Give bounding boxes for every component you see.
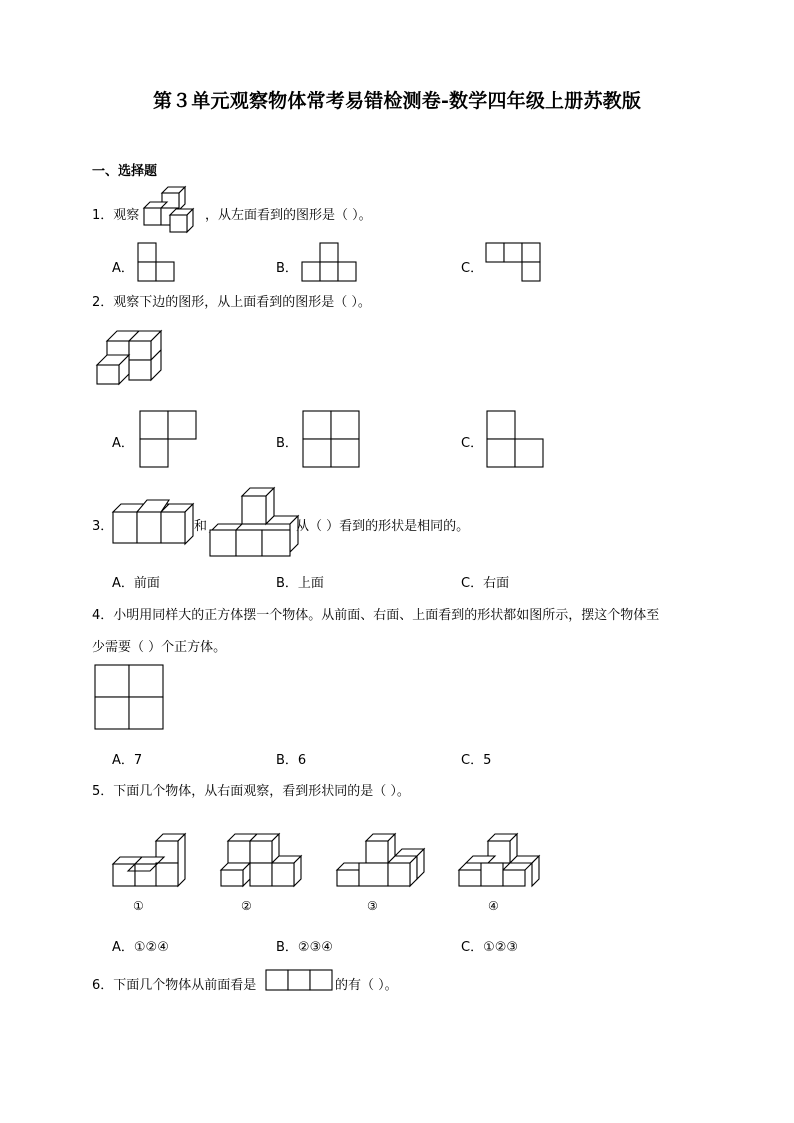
q5-option-b[interactable]: B．②③④: [276, 940, 333, 955]
q5-option-a[interactable]: A．①②④: [112, 940, 169, 955]
q5-caption-3: ③: [367, 899, 378, 913]
q3-option-a[interactable]: A．前面: [112, 576, 160, 591]
q3-option-b[interactable]: B．上面: [276, 576, 324, 591]
q2-text: 2．观察下边的图形，从上面看到的图形是（ ）。: [92, 295, 371, 310]
q2-option-b-figure: [303, 411, 363, 471]
q1-cube-figure: [142, 186, 206, 236]
q3-figure-1: [111, 498, 201, 546]
q1-option-b-label[interactable]: B．: [276, 261, 298, 276]
q6-inline-figure: [266, 970, 336, 992]
section-heading: 一、选择题: [92, 164, 158, 179]
q3-prefix: 3．: [92, 519, 114, 534]
q5-option-c[interactable]: C．①②③: [461, 940, 519, 955]
q2-option-b-label[interactable]: B．: [276, 436, 298, 451]
q1-option-b-figure: [302, 243, 360, 283]
q4-square-figure: [95, 665, 165, 731]
q2-option-a-figure: [140, 411, 200, 471]
q1-prefix: 1．观察: [92, 208, 140, 223]
q1-option-a-label[interactable]: A．: [112, 261, 134, 276]
q1-option-c-label[interactable]: C．: [461, 261, 484, 276]
q4-option-a[interactable]: A．7: [112, 753, 143, 768]
q4-option-c[interactable]: C．5: [461, 753, 492, 768]
q5-caption-2: ②: [241, 899, 252, 913]
q3-suffix: 从（ ）看到的形状是相同的。: [296, 519, 470, 534]
q5-caption-4: ④: [488, 899, 499, 913]
q3-figure-2: [208, 486, 300, 558]
q2-cube-figure: [97, 328, 167, 386]
q4-option-b[interactable]: B．6: [276, 753, 307, 768]
q4-line-2: 少需要（ ）个正方体。: [92, 640, 227, 655]
q5-caption-1: ①: [133, 899, 144, 913]
q5-object-3: [336, 832, 426, 892]
q3-mid: 和: [194, 519, 208, 534]
q2-option-c-label[interactable]: C．: [461, 436, 484, 451]
q5-object-1: [112, 832, 190, 892]
q4-line-1: 4．小明用同样大的正方体摆一个物体。从前面、右面、上面看到的形状都如图所示，摆这个物体至: [92, 608, 660, 623]
q2-option-c-figure: [487, 411, 547, 471]
page-title: 第３单元观察物体常考易错检测卷-数学四年级上册苏教版: [152, 90, 642, 112]
q1-suffix: ，从左面看到的图形是（ ）。: [205, 208, 372, 223]
q1-option-a-figure: [138, 243, 178, 283]
q6-prefix: 6．下面几个物体从前面看是: [92, 978, 257, 993]
q5-text: 5．下面几个物体，从右面观察，看到形状同的是（ ）。: [92, 784, 410, 799]
q2-option-a-label[interactable]: A．: [112, 436, 134, 451]
q5-object-2: [220, 832, 304, 892]
q5-object-4: [458, 832, 544, 892]
q3-option-c[interactable]: C．右面: [461, 576, 510, 591]
q1-option-c-figure: [486, 243, 544, 283]
q6-suffix: 的有（ ）。: [335, 978, 398, 993]
